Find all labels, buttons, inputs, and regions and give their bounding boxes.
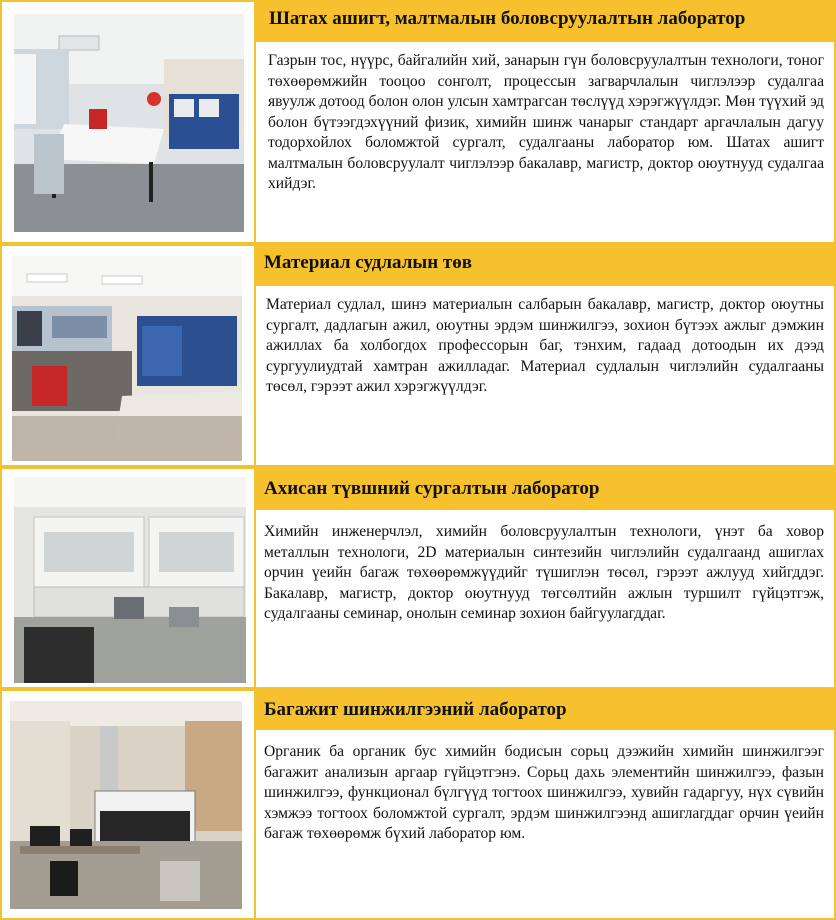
lab-photo xyxy=(10,701,242,909)
lab-photo-cell xyxy=(0,0,256,244)
section-title: Ахисан түвшний сургалтын лаборатор xyxy=(256,467,836,510)
lab-section-1 xyxy=(0,0,836,244)
lab-photo-cell xyxy=(0,467,256,689)
lab-photo-cell xyxy=(0,244,256,467)
lab-text-cell xyxy=(256,0,836,244)
lab-photo xyxy=(14,14,244,232)
lab-section-3 xyxy=(0,467,836,689)
section-body: Органик ба органик бус химийн бодисын сорьц дээжийн химийн шинжилгээг багажит анализын аргаар гүйцэтгэнэ. Сорьц дахь элементийн шинжилгээ, фазын шинжилгээ, функционал бүлгүүд тогтоох шинжилгээ, хувийн гадаргуу, нүх сүвийн хэмжээ тогтоох боломжтой сургалт, эрдэм шинжилгээнд ашиглагддаг орчин үеийн багаж төхөөрөмж бүхий лаборатор юм. xyxy=(256,730,836,920)
lab-text-cell xyxy=(256,244,836,467)
lab-text-cell xyxy=(256,689,836,920)
section-title: Материал судлалын төв xyxy=(256,244,836,286)
lab-text-cell xyxy=(256,467,836,689)
section-body: Газрын тос, нүүрс, байгалийн хий, занарын гүн боловсруулалтын технологи, тоног төхөөрөмжийн тооцоо сонголт, процессын загварчлалын чиглэлээр судалгаа явуулж дотоод болон олон улсын хамтрагсан төслүүд хэрэгжүүлдэг. Мөн түүхий эд болон бүтээгдэхүүний физик, химийн шинж чанарыг стандарт аргачлалын дагуу тодорхойлох боломжтой сургалт, судалгааны лаборатор юм. Шатах ашигт малтмалын боловсруулалт чиглэлээр бакалавр, магистр, доктор оюутнууд судалгаа хийдэг. xyxy=(256,42,836,244)
lab-photo xyxy=(14,477,246,683)
lab-photo-cell xyxy=(0,689,256,920)
lab-section-2 xyxy=(0,244,836,467)
section-body: Химийн инженерчлэл, химийн боловсруулалтын технологи, үнэт ба ховор металлын технологи, 2D материалын синтезийн чиглэлийн судалгаанд ашиглах орчин үеийн багаж төхөөрөмжүүдийг түшиглэн төсөл, гэрээт ажлууд хийгддэг. Бакалавр, магистр, доктор оюутнууд төгсөлтийн ажлын туршилт гүйцэтгэж, судалгааны семинар, онолын семинар зохион байгуулагддаг. xyxy=(256,510,836,689)
lab-section-4 xyxy=(0,689,836,920)
section-title: Шатах ашигт, малтмалын боловсруулалтын лаборатор xyxy=(256,0,836,42)
section-body: Материал судлал, шинэ материалын салбарын бакалавр, магистр, доктор оюутны сургалт, дадлагын ажил, оюутны эрдэм шинжилгээ, зохион бүтээх ажлыг дэмжин ажиллах ба холбогдох профессорын баг, тэнхим, гадаад дотоодын их дээд сургуулиудтай хамтран ажилладаг. Материал судлалын чиглэлийн судалгааны төсөл, гэрээт ажил хэрэгжүүлдэг. xyxy=(256,286,836,467)
lab-photo xyxy=(12,256,242,461)
section-title: Багажит шинжилгээний лаборатор xyxy=(256,689,836,730)
